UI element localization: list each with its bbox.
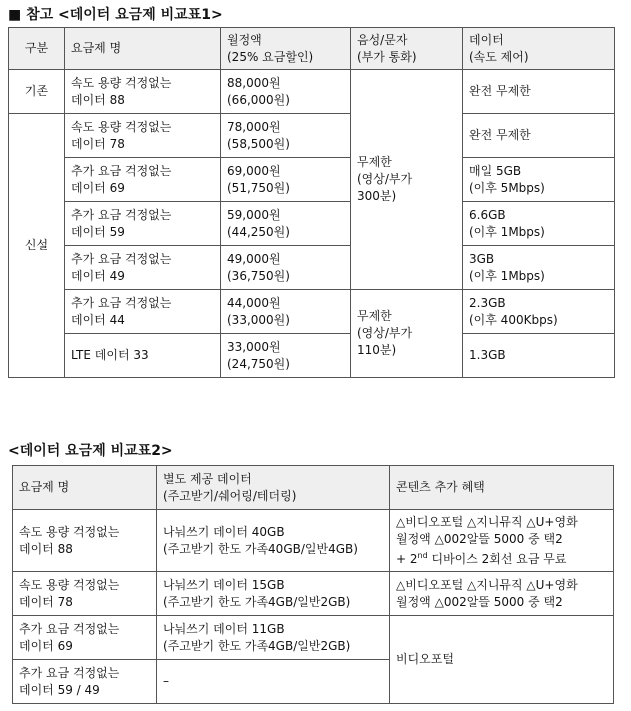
extra-data-none: – — [163, 674, 169, 688]
benefit-cell-video-portal: 비디오포털 — [390, 616, 614, 704]
plan-name-cell — [65, 202, 221, 246]
price-regular: 78,000원 — [227, 119, 281, 134]
voice-cell-110 — [351, 290, 463, 378]
plan-name-cell — [13, 616, 157, 660]
extra-data-cell — [157, 616, 390, 660]
header-extra-data — [157, 466, 390, 510]
benefit-cell — [390, 510, 614, 572]
plan-name-line: 데이터 78 — [71, 136, 125, 151]
table1-header-row — [9, 28, 615, 70]
header-voice-extra: (부가 통화) — [357, 49, 417, 64]
plan-name-line: 데이터 69 — [71, 180, 125, 195]
benefit-ordinal-suffix: nd — [417, 550, 428, 560]
table2-header-row — [13, 466, 614, 510]
benefit-second-device-text: 디바이스 2회선 요금 무료 — [427, 551, 567, 566]
price-regular: 44,000원 — [227, 295, 281, 310]
price-discounted: (33,000원) — [227, 312, 290, 327]
table-row — [9, 114, 615, 158]
plan-name-line: LTE 데이터 33 — [71, 348, 149, 362]
table-row — [9, 246, 615, 290]
table-row — [9, 158, 615, 202]
plan-name-line: 데이터 49 — [71, 268, 125, 283]
header-extra-sub: (주고받기/쉐어링/테더링) — [163, 488, 297, 503]
plan-name-cell — [65, 246, 221, 290]
extra-data-line: 나눠쓰기 데이터 15GB — [163, 577, 285, 592]
price-discounted: (44,250원) — [227, 224, 290, 239]
voice-line: 무제한 — [357, 309, 392, 323]
price-regular: 33,000원 — [227, 339, 281, 354]
data-line: 완전 무제한 — [469, 128, 531, 142]
extra-data-limit: (주고받기 한도 가족40GB/일반4GB) — [163, 541, 358, 556]
header-voice — [351, 28, 463, 70]
data-cell — [463, 290, 615, 334]
price-discounted: (66,000원) — [227, 92, 290, 107]
comparison-table-1 — [8, 27, 615, 378]
data-line: (이후 400Kbps) — [469, 312, 558, 327]
header-monthly-line: 월정액 — [227, 32, 262, 47]
plan-name-cell — [13, 660, 157, 704]
plan-name-line: 속도 용량 걱정없는 — [19, 577, 120, 592]
benefit-line: △비디오포털 △지니뮤직 △U+영화 — [396, 577, 578, 592]
price-discounted: (24,750원) — [227, 356, 290, 371]
table-row — [9, 70, 615, 114]
plan-name-cell — [65, 70, 221, 114]
header-monthly-fee — [221, 28, 351, 70]
plan-name-line: 속도 용량 걱정없는 — [19, 524, 120, 539]
table-row — [13, 572, 614, 616]
price-cell — [221, 158, 351, 202]
header-extra-line: 별도 제공 데이터 — [163, 471, 252, 486]
plan-name-line: 데이터 59 / 49 — [19, 682, 100, 697]
extra-data-line: 나눠쓰기 데이터 11GB — [163, 621, 285, 636]
table2-title: <데이터 요금제 비교표2> — [8, 443, 173, 459]
data-line: 3GB — [469, 251, 495, 266]
plan-name-line: 추가 요금 걱정없는 — [71, 207, 172, 222]
header-data-speed: (속도 제어) — [469, 49, 529, 64]
data-line: (이후 5Mbps) — [469, 180, 545, 195]
header-category: 구분 — [9, 28, 65, 70]
extra-data-line: 나눠쓰기 데이터 40GB — [163, 524, 285, 539]
plan-name-line: 속도 용량 걱정없는 — [71, 75, 172, 90]
plan-name-line: 데이터 88 — [19, 541, 73, 556]
plan-name-line: 추가 요금 걱정없는 — [71, 295, 172, 310]
data-cell — [463, 158, 615, 202]
table1-title: ■ 참고 <데이터 요금제 비교표1> — [8, 7, 223, 23]
category-existing: 기존 — [9, 70, 65, 114]
benefit-line — [396, 551, 607, 568]
header-data — [463, 28, 615, 70]
plan-name-line: 데이터 69 — [19, 638, 73, 653]
extra-data-limit: (주고받기 한도 가족4GB/일반2GB) — [163, 594, 351, 609]
data-line: 2.3GB — [469, 295, 506, 310]
extra-data-limit: (주고받기 한도 가족4GB/일반2GB) — [163, 638, 351, 653]
voice-line: (영상/부가 — [357, 326, 413, 340]
table-row — [13, 616, 614, 660]
price-regular: 59,000원 — [227, 207, 281, 222]
data-line: 완전 무제한 — [469, 84, 531, 98]
table-row — [9, 334, 615, 378]
voice-cell-300 — [351, 70, 463, 290]
data-cell — [463, 334, 615, 378]
data-line: 1.3GB — [469, 348, 506, 362]
plan-name-cell — [13, 572, 157, 616]
table-row — [13, 510, 614, 572]
category-new: 신설 — [9, 114, 65, 378]
table-row — [9, 202, 615, 246]
benefit-line: △비디오포털 △지니뮤직 △U+영화 — [396, 514, 578, 529]
data-cell — [463, 246, 615, 290]
header-voice-line: 음성/문자 — [357, 32, 408, 47]
price-discounted: (36,750원) — [227, 268, 290, 283]
plan-name-line: 추가 요금 걱정없는 — [71, 251, 172, 266]
plan-name-line: 데이터 59 — [71, 224, 125, 239]
header-monthly-discount: (25% 요금할인) — [227, 49, 314, 64]
price-cell — [221, 202, 351, 246]
benefit-second-device-prefix: + 2 — [396, 551, 418, 566]
price-discounted: (51,750원) — [227, 180, 290, 195]
extra-data-cell — [157, 572, 390, 616]
header-plan-name: 요금제 명 — [13, 466, 157, 510]
data-line: 6.6GB — [469, 207, 506, 222]
voice-line: 무제한 — [357, 155, 392, 169]
price-discounted: (58,500원) — [227, 136, 290, 151]
plan-name-line: 추가 요금 걱정없는 — [19, 621, 120, 636]
table-row — [9, 290, 615, 334]
plan-name-line: 데이터 88 — [71, 92, 125, 107]
plan-name-line: 속도 용량 걱정없는 — [71, 119, 172, 134]
price-cell — [221, 114, 351, 158]
data-line: 매일 5GB — [469, 163, 522, 178]
plan-name-line: 데이터 78 — [19, 594, 73, 609]
voice-line: (영상/부가 — [357, 172, 413, 186]
data-line: (이후 1Mbps) — [469, 268, 545, 283]
comparison-table-2 — [12, 465, 614, 704]
data-cell — [463, 114, 615, 158]
price-cell — [221, 246, 351, 290]
price-regular: 88,000원 — [227, 75, 281, 90]
header-plan-name: 요금제 명 — [65, 28, 221, 70]
benefit-line: 월정액 △002알뜰 5000 중 택2 — [396, 531, 563, 546]
extra-data-cell — [157, 660, 390, 704]
plan-name-line: 추가 요금 걱정없는 — [71, 163, 172, 178]
price-cell — [221, 290, 351, 334]
price-cell — [221, 334, 351, 378]
plan-name-line: 추가 요금 걱정없는 — [19, 665, 120, 680]
price-regular: 49,000원 — [227, 251, 281, 266]
extra-data-cell — [157, 510, 390, 572]
benefit-line: 월정액 △002알뜰 5000 중 택2 — [396, 594, 563, 609]
price-regular: 69,000원 — [227, 163, 281, 178]
plan-name-cell — [65, 158, 221, 202]
plan-name-cell — [13, 510, 157, 572]
header-data-line: 데이터 — [469, 32, 504, 47]
plan-name-cell — [65, 114, 221, 158]
plan-name-cell — [65, 290, 221, 334]
plan-name-cell — [65, 334, 221, 378]
header-benefit: 콘텐츠 추가 혜택 — [390, 466, 614, 510]
voice-line: 300분) — [357, 189, 397, 203]
data-cell — [463, 70, 615, 114]
data-line: (이후 1Mbps) — [469, 224, 545, 239]
voice-line: 110분) — [357, 343, 397, 357]
benefit-cell — [390, 572, 614, 616]
plan-name-line: 데이터 44 — [71, 312, 125, 327]
price-cell — [221, 70, 351, 114]
data-cell — [463, 202, 615, 246]
